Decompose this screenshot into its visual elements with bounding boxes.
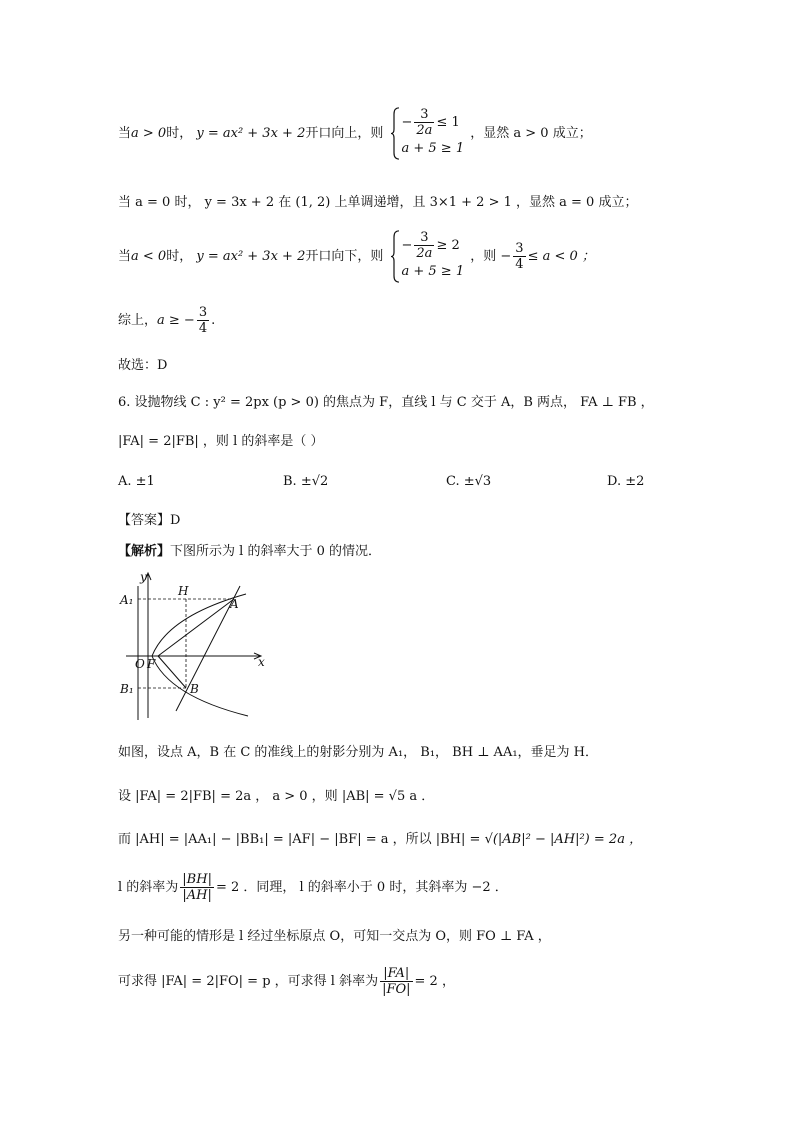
- question-6-line1: 6. 设抛物线 C : y² = 2px (p > 0) 的焦点为 F，直线 l 与 C 交于 A，B 两点， FA ⊥ FB ，: [118, 395, 654, 410]
- option-a: A. ±1: [118, 474, 155, 489]
- label-b: B: [190, 682, 199, 696]
- label-a1: A₁: [120, 593, 134, 607]
- option-c: C. ±√3: [446, 474, 492, 489]
- solution-line-3: 而 |AH| = |AA₁| − |BB₁| = |AF| − |BF| = a ，所以 |BH| = √(|AB|² − |AH|²) = 2a ，: [118, 832, 643, 847]
- question-6-line2: |FA| = 2|FB| ，则 l 的斜率是（ ）: [118, 434, 324, 449]
- answer-choice-line: 故选：D: [118, 358, 168, 373]
- analysis-intro: 下图所示为 l 的斜率大于 0 的情况．: [170, 544, 381, 559]
- brace-icon: [390, 107, 400, 160]
- text: 当 a = 0 时， y = 3x + 2 在 (1, 2) 上单调递增，且 3×1 + 2 > 1 ，显然 a = 0 成立；: [118, 195, 638, 210]
- text: 开口向上，则: [305, 126, 384, 141]
- math: a > 0: [131, 126, 167, 141]
- text: ，显然 a > 0 成立；: [470, 126, 592, 141]
- text: 当: [118, 126, 132, 141]
- solution-line-6: 可求得 |FA| = 2|FO| = p ，可求得 l 斜率为 $\frac{|FA|}{|FO|}$ = 2 ，: [118, 966, 455, 997]
- solution-line-4: l 的斜率为 $\frac{|BH|}{|AH|}$ = 2 ．同理， l 的斜率小于 0 时，其斜率为 −2 ．: [118, 872, 508, 903]
- summary-line: 综上，a ≥ − $\frac{3}{4}$ .: [118, 305, 216, 336]
- case-positive: [118, 107, 592, 160]
- label-f: F: [147, 657, 156, 671]
- case-zero: [118, 191, 637, 210]
- label-a: A: [230, 597, 239, 611]
- label-o: O: [135, 657, 145, 671]
- parabola-figure: [118, 568, 278, 723]
- solution-line-5: 另一种可能的情形是 l 经过坐标原点 O，可知一交点为 O，则 FO ⊥ FA ，: [118, 929, 551, 944]
- option-d: D. ±2: [607, 474, 645, 489]
- inequality-system: − $\frac{3}{2a}$ ≤ 1 a + 5 ≥ 1: [390, 107, 465, 160]
- case-negative: 当a < 0时， y = ax² + 3x + 2开口向下，则 − $\frac{3}{2a}$ ≥ 2 a + 5 ≥ 1 ，则 − $\frac{3}{4}$ ≤ a < 0 ；: [118, 230, 595, 283]
- analysis-tag: 【解析】: [118, 544, 171, 559]
- function-expr: y = ax² + 3x + 2: [196, 126, 306, 141]
- answer-tag: 【答案】D: [118, 513, 181, 528]
- sqrt-expr: √(|AB|² − |AH|²): [484, 832, 590, 847]
- label-h: H: [178, 584, 189, 598]
- parabola-curve: [152, 594, 248, 716]
- solution-line-2: 设 |FA| = 2|FB| = 2a ， a > 0 ，则 |AB| = √5 a ．: [118, 789, 435, 804]
- option-b: B. ±√2: [283, 474, 329, 489]
- label-x: x: [258, 655, 265, 669]
- analysis-line: [118, 540, 381, 559]
- segment-fa: [158, 599, 234, 656]
- text: 时，: [166, 126, 193, 141]
- solution-line-1: 如图，设点 A，B 在 C 的准线上的射影分别为 A₁， B₁， BH ⊥ AA₁，垂足为 H．: [118, 745, 599, 760]
- inequality-system: − $\frac{3}{2a}$ ≥ 2 a + 5 ≥ 1: [390, 230, 465, 283]
- brace-icon: [390, 230, 400, 283]
- label-b1: B₁: [120, 682, 134, 696]
- label-y: y: [140, 570, 147, 584]
